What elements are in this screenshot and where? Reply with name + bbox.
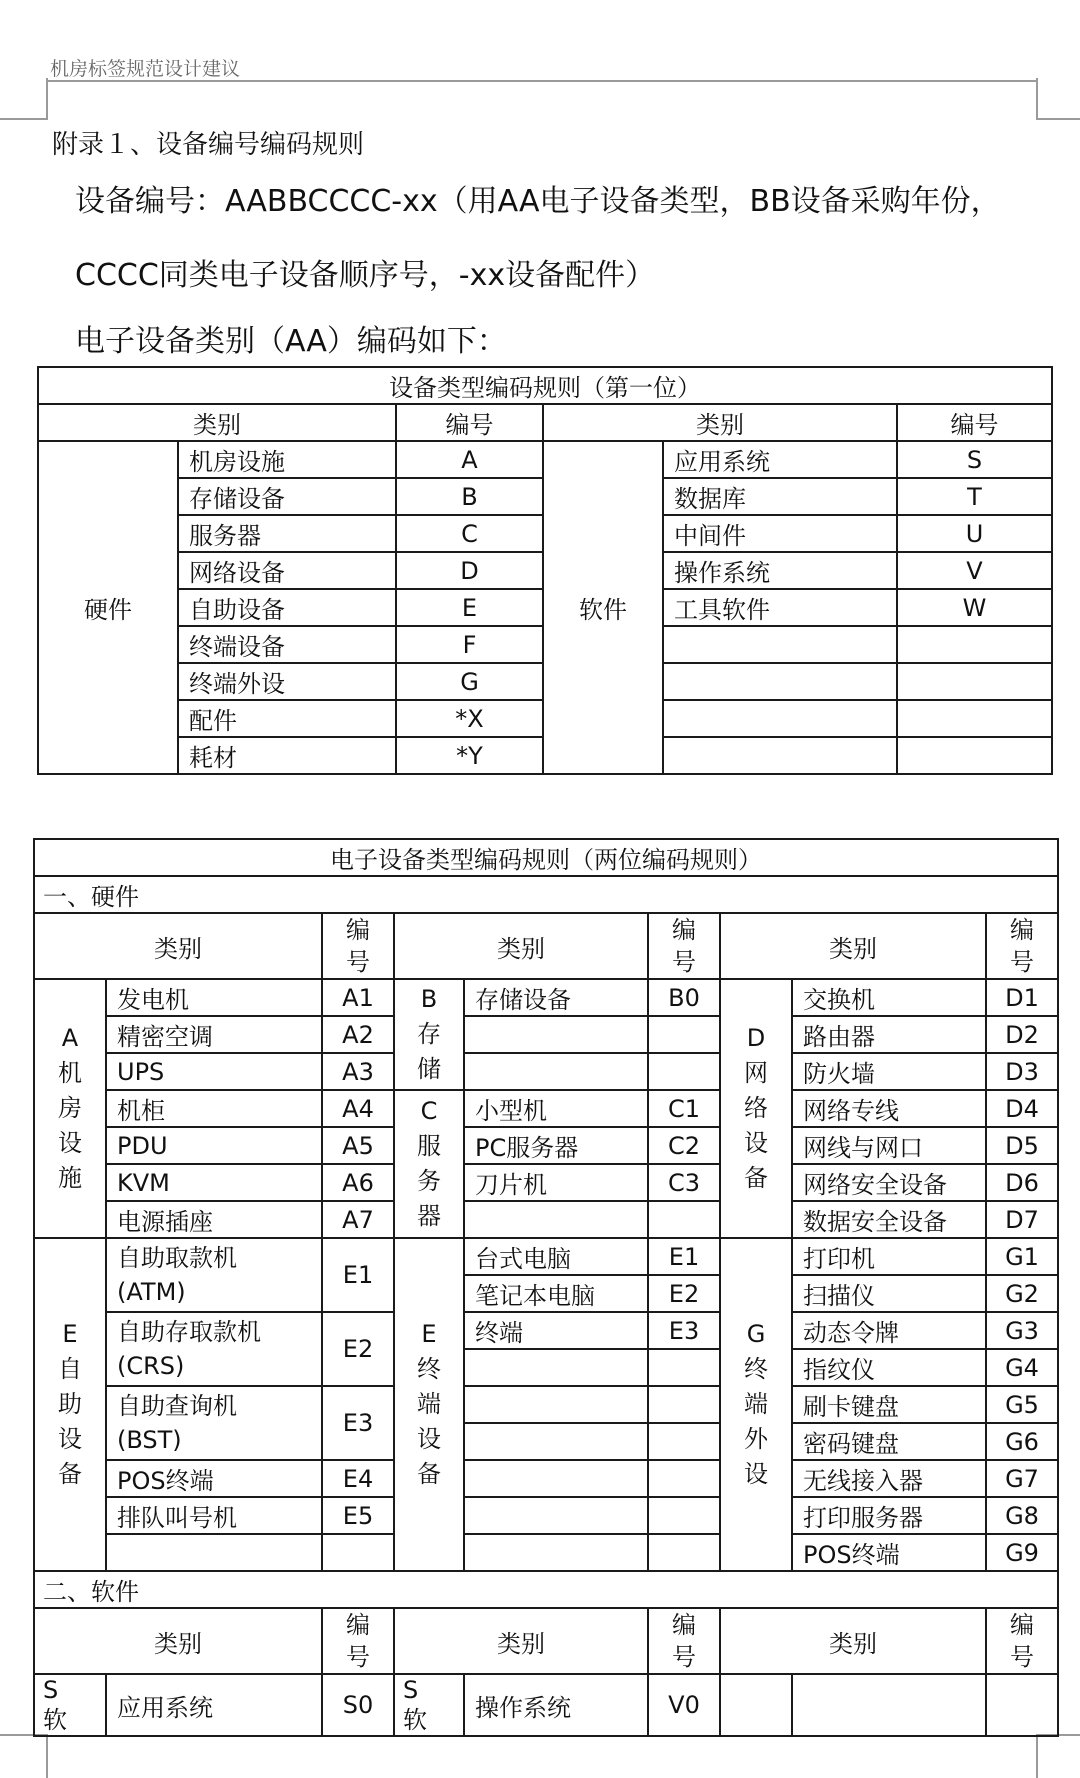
item-code: G2: [986, 1275, 1058, 1312]
item-code: G6: [986, 1423, 1058, 1460]
empty-cell: [106, 1534, 322, 1571]
empty-cell: [663, 700, 897, 737]
item-name: 打印服务器: [792, 1497, 986, 1534]
corner-mark-top-left: [0, 78, 48, 120]
item-name: 自助取款机 (ATM): [106, 1238, 322, 1312]
hardware-code: C: [396, 515, 543, 552]
item-code: D2: [986, 1016, 1058, 1053]
hardware-name: 耗材: [178, 737, 396, 774]
item-name: 小型机: [464, 1090, 648, 1127]
item-name: 交换机: [792, 979, 986, 1016]
item-code: A6: [322, 1164, 394, 1201]
item-code: D5: [986, 1127, 1058, 1164]
hardware-name: 自助设备: [178, 589, 396, 626]
item-name: KVM: [106, 1164, 322, 1201]
item-code: E2: [322, 1312, 394, 1386]
group-label-e-self-service: E自助设备: [34, 1238, 106, 1571]
software-group-label: 软件: [543, 441, 663, 774]
item-code: D7: [986, 1201, 1058, 1238]
item-code: E5: [322, 1497, 394, 1534]
device-type-first-digit-table: [37, 366, 1053, 775]
item-code: E3: [648, 1312, 720, 1349]
item-code: C3: [648, 1164, 720, 1201]
empty-cell: [648, 1386, 720, 1423]
item-code: A2: [322, 1016, 394, 1053]
group-label-b-storage: B存储: [394, 979, 464, 1090]
item-name: PDU: [106, 1127, 322, 1164]
item-code: G9: [986, 1534, 1058, 1571]
item-name: PC服务器: [464, 1127, 648, 1164]
group-label-d-network: D网络设备: [720, 979, 792, 1238]
empty-cell: [464, 1534, 648, 1571]
table2-header-code: 编号: [986, 1608, 1058, 1674]
item-name: 指纹仪: [792, 1349, 986, 1386]
software-code: U: [897, 515, 1052, 552]
hardware-name: 终端设备: [178, 626, 396, 663]
group-label-s-software: S软: [394, 1674, 464, 1736]
empty-cell: [648, 1053, 720, 1090]
item-name: 操作系统: [464, 1674, 648, 1736]
corner-mark-bottom-right: [1036, 1734, 1080, 1778]
item-name: 发电机: [106, 979, 322, 1016]
table1-header-code: 编号: [897, 404, 1052, 441]
hardware-name: 网络设备: [178, 552, 396, 589]
empty-cell: [648, 1497, 720, 1534]
item-code: G7: [986, 1460, 1058, 1497]
item-code: V0: [648, 1674, 720, 1736]
item-code: E2: [648, 1275, 720, 1312]
table2-header-category: 类别: [34, 913, 322, 979]
empty-cell: [464, 1201, 648, 1238]
software-name: 工具软件: [663, 589, 897, 626]
empty-cell: [720, 1674, 792, 1736]
item-name: 自助查询机 (BST): [106, 1386, 322, 1460]
empty-cell: [464, 1386, 648, 1423]
header-rule: [48, 80, 1038, 82]
item-name: 网络安全设备: [792, 1164, 986, 1201]
group-label-g-peripheral: G终端外设: [720, 1238, 792, 1571]
software-name: 数据库: [663, 478, 897, 515]
corner-mark-bottom-left: [0, 1734, 48, 1778]
empty-cell: [648, 1016, 720, 1053]
item-code: G5: [986, 1386, 1058, 1423]
hardware-code: G: [396, 663, 543, 700]
empty-cell: [322, 1534, 394, 1571]
hardware-code: *X: [396, 700, 543, 737]
table2-title: 电子设备类型编码规则（两位编码规则）: [34, 839, 1058, 876]
hardware-section-label: 一、硬件: [34, 876, 1058, 913]
hardware-code: A: [396, 441, 543, 478]
software-code: W: [897, 589, 1052, 626]
empty-cell: [648, 1460, 720, 1497]
item-code: A7: [322, 1201, 394, 1238]
hardware-name: 终端外设: [178, 663, 396, 700]
software-code: S: [897, 441, 1052, 478]
item-name: 扫描仪: [792, 1275, 986, 1312]
item-code: E3: [322, 1386, 394, 1460]
empty-cell: [897, 700, 1052, 737]
group-label-a-facility: A机房设施: [34, 979, 106, 1238]
hardware-name: 配件: [178, 700, 396, 737]
item-code: A4: [322, 1090, 394, 1127]
empty-cell: [648, 1349, 720, 1386]
item-code: D4: [986, 1090, 1058, 1127]
empty-cell: [792, 1674, 986, 1736]
appendix-title: 附录１、设备编号编码规则: [52, 130, 365, 160]
item-name: 无线接入器: [792, 1460, 986, 1497]
item-name: 台式电脑: [464, 1238, 648, 1275]
item-name: 应用系统: [106, 1674, 322, 1736]
item-name: 刀片机: [464, 1164, 648, 1201]
empty-cell: [464, 1016, 648, 1053]
item-name: 排队叫号机: [106, 1497, 322, 1534]
item-code: C1: [648, 1090, 720, 1127]
hardware-code: F: [396, 626, 543, 663]
item-code: G1: [986, 1238, 1058, 1275]
table2-header-category: 类别: [720, 1608, 986, 1674]
empty-cell: [663, 626, 897, 663]
empty-cell: [648, 1201, 720, 1238]
table2-header-code: 编号: [648, 913, 720, 979]
software-code: T: [897, 478, 1052, 515]
empty-cell: [663, 737, 897, 774]
software-code: V: [897, 552, 1052, 589]
corner-mark-top-right: [1036, 78, 1080, 120]
intro-line-3: 电子设备类别（AA）编码如下：: [75, 324, 507, 359]
table1-header-category: 类别: [543, 404, 897, 441]
software-name: 操作系统: [663, 552, 897, 589]
hardware-name: 机房设施: [178, 441, 396, 478]
item-name: 精密空调: [106, 1016, 322, 1053]
table1-header-category: 类别: [38, 404, 396, 441]
item-name: 打印机: [792, 1238, 986, 1275]
item-code: C2: [648, 1127, 720, 1164]
item-name: 路由器: [792, 1016, 986, 1053]
hardware-group-label: 硬件: [38, 441, 178, 774]
table2-header-category: 类别: [394, 913, 648, 979]
item-name: 刷卡键盘: [792, 1386, 986, 1423]
group-label-c-server: C服务器: [394, 1090, 464, 1238]
empty-cell: [897, 626, 1052, 663]
item-code: D1: [986, 979, 1058, 1016]
empty-cell: [464, 1349, 648, 1386]
item-name: 网络专线: [792, 1090, 986, 1127]
item-name: 笔记本电脑: [464, 1275, 648, 1312]
table2-header-category: 类别: [720, 913, 986, 979]
software-name: 应用系统: [663, 441, 897, 478]
item-code: D6: [986, 1164, 1058, 1201]
item-name: 自助存取款机 (CRS): [106, 1312, 322, 1386]
item-name: 电源插座: [106, 1201, 322, 1238]
item-name: 数据安全设备: [792, 1201, 986, 1238]
table2-header-code: 编号: [986, 913, 1058, 979]
intro-line-2: CCCC同类电子设备顺序号，-xx设备配件）: [75, 258, 656, 293]
table1-header-code: 编号: [396, 404, 543, 441]
table2-header-category: 类别: [34, 1608, 322, 1674]
hardware-code: *Y: [396, 737, 543, 774]
item-code: D3: [986, 1053, 1058, 1090]
empty-cell: [986, 1674, 1058, 1736]
item-code: A1: [322, 979, 394, 1016]
table2-header-code: 编号: [322, 913, 394, 979]
software-section-label: 二、软件: [34, 1571, 1058, 1608]
item-code: E4: [322, 1460, 394, 1497]
group-label-e-terminal: E终端设备: [394, 1238, 464, 1571]
table2-header-code: 编号: [648, 1608, 720, 1674]
intro-line-1: 设备编号：AABBCCCC-xx（用AA电子设备类型，BB设备采购年份，: [75, 184, 1001, 219]
item-name: 机柜: [106, 1090, 322, 1127]
empty-cell: [464, 1053, 648, 1090]
item-code: G4: [986, 1349, 1058, 1386]
item-code: G8: [986, 1497, 1058, 1534]
item-code: S0: [322, 1674, 394, 1736]
hardware-code: D: [396, 552, 543, 589]
empty-cell: [648, 1534, 720, 1571]
item-code: A3: [322, 1053, 394, 1090]
table1-title: 设备类型编码规则（第一位）: [38, 367, 1052, 404]
empty-cell: [648, 1423, 720, 1460]
item-name: UPS: [106, 1053, 322, 1090]
hardware-name: 存储设备: [178, 478, 396, 515]
hardware-code: E: [396, 589, 543, 626]
item-code: A5: [322, 1127, 394, 1164]
hardware-name: 服务器: [178, 515, 396, 552]
empty-cell: [464, 1460, 648, 1497]
empty-cell: [897, 663, 1052, 700]
item-code: G3: [986, 1312, 1058, 1349]
group-label-s-software: S软: [34, 1674, 106, 1736]
device-type-two-digit-table: [33, 838, 1059, 1737]
table2-header-category: 类别: [394, 1608, 648, 1674]
item-name: POS终端: [792, 1534, 986, 1571]
item-name: 防火墙: [792, 1053, 986, 1090]
item-name: 存储设备: [464, 979, 648, 1016]
item-code: E1: [648, 1238, 720, 1275]
empty-cell: [663, 663, 897, 700]
item-code: E1: [322, 1238, 394, 1312]
empty-cell: [464, 1497, 648, 1534]
item-name: 动态令牌: [792, 1312, 986, 1349]
software-name: 中间件: [663, 515, 897, 552]
empty-cell: [464, 1423, 648, 1460]
hardware-code: B: [396, 478, 543, 515]
document-header-title: 机房标签规范设计建议: [50, 58, 241, 80]
empty-cell: [897, 737, 1052, 774]
item-name: 终端: [464, 1312, 648, 1349]
item-name: 密码键盘: [792, 1423, 986, 1460]
item-name: 网线与网口: [792, 1127, 986, 1164]
item-code: B0: [648, 979, 720, 1016]
table2-header-code: 编号: [322, 1608, 394, 1674]
item-name: POS终端: [106, 1460, 322, 1497]
